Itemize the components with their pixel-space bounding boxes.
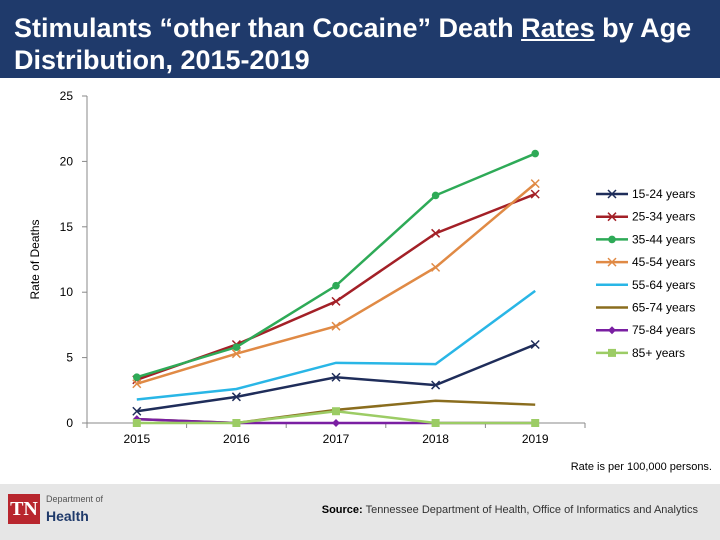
legend-label: 35-44 years — [632, 232, 696, 247]
point-marker — [133, 419, 141, 427]
legend-entry — [596, 210, 695, 224]
logo-health-text: Health — [46, 508, 89, 524]
title-bar — [0, 0, 720, 78]
point-marker — [608, 349, 616, 357]
series-2 — [133, 150, 539, 381]
y-tick-label: 10 — [59, 285, 73, 300]
point-marker — [232, 419, 240, 427]
legend-label: 55-64 years — [632, 277, 696, 292]
legend-label: 65-74 years — [632, 300, 696, 315]
series-line — [137, 291, 535, 400]
title-part-2: by Age Distribution, 2015-2019 — [14, 13, 692, 75]
y-tick-label: 25 — [59, 89, 73, 103]
legend-entry — [596, 346, 685, 360]
point-marker — [233, 343, 241, 351]
source-label: Source: — [321, 504, 363, 516]
legend-entry — [596, 301, 695, 315]
logo-department-text: Department of — [46, 494, 104, 504]
point-marker — [332, 282, 340, 290]
point-marker — [133, 373, 141, 381]
x-tick-label: 2016 — [223, 432, 250, 446]
tn-health-logo — [8, 492, 108, 534]
legend-label: 75-84 years — [632, 323, 696, 338]
point-marker — [332, 419, 340, 427]
point-marker — [531, 180, 539, 188]
legend-entry — [596, 323, 695, 337]
y-tick-label: 0 — [66, 416, 73, 430]
point-marker — [608, 236, 616, 244]
title-part-1: Stimulants “other than Cocaine” Death — [14, 13, 522, 43]
x-tick-label: 2015 — [123, 432, 151, 446]
series-4 — [137, 291, 535, 400]
point-marker — [531, 150, 539, 158]
line-chart — [0, 78, 720, 458]
legend-label: 85+ years — [632, 345, 686, 360]
legend-entry — [596, 187, 695, 201]
legend-entry — [596, 232, 695, 246]
x-tick-label: 2018 — [422, 432, 449, 446]
source-text: Tennessee Department of Health, Office of Informatics and Analytics — [362, 504, 698, 516]
legend-entry — [596, 278, 695, 292]
y-tick-label: 5 — [66, 350, 73, 365]
y-tick-label: 20 — [59, 154, 73, 169]
logo-tn-mark: TN — [8, 494, 40, 524]
series-0 — [133, 341, 539, 416]
series-line — [137, 154, 535, 378]
title-underlined: Rates — [521, 13, 595, 43]
point-marker — [608, 326, 616, 334]
x-tick-label: 2017 — [322, 432, 350, 446]
point-marker — [332, 407, 340, 415]
series-6 — [133, 415, 539, 427]
legend-label: 25-34 years — [632, 209, 696, 224]
legend-label: 15-24 years — [632, 187, 696, 201]
y-tick-label: 15 — [59, 219, 73, 234]
point-marker — [432, 419, 440, 427]
y-axis-label: Rate of Deaths — [28, 219, 42, 300]
legend-label: 45-54 years — [632, 255, 696, 270]
rate-note: Rate is per 100,000 persons. — [570, 461, 712, 473]
legend-entry — [596, 255, 695, 269]
point-marker — [432, 192, 440, 200]
source-citation — [322, 504, 698, 516]
page-title — [14, 12, 704, 76]
point-marker — [432, 263, 440, 271]
point-marker — [531, 419, 539, 427]
x-tick-label: 2019 — [521, 432, 549, 446]
footer — [0, 484, 720, 540]
